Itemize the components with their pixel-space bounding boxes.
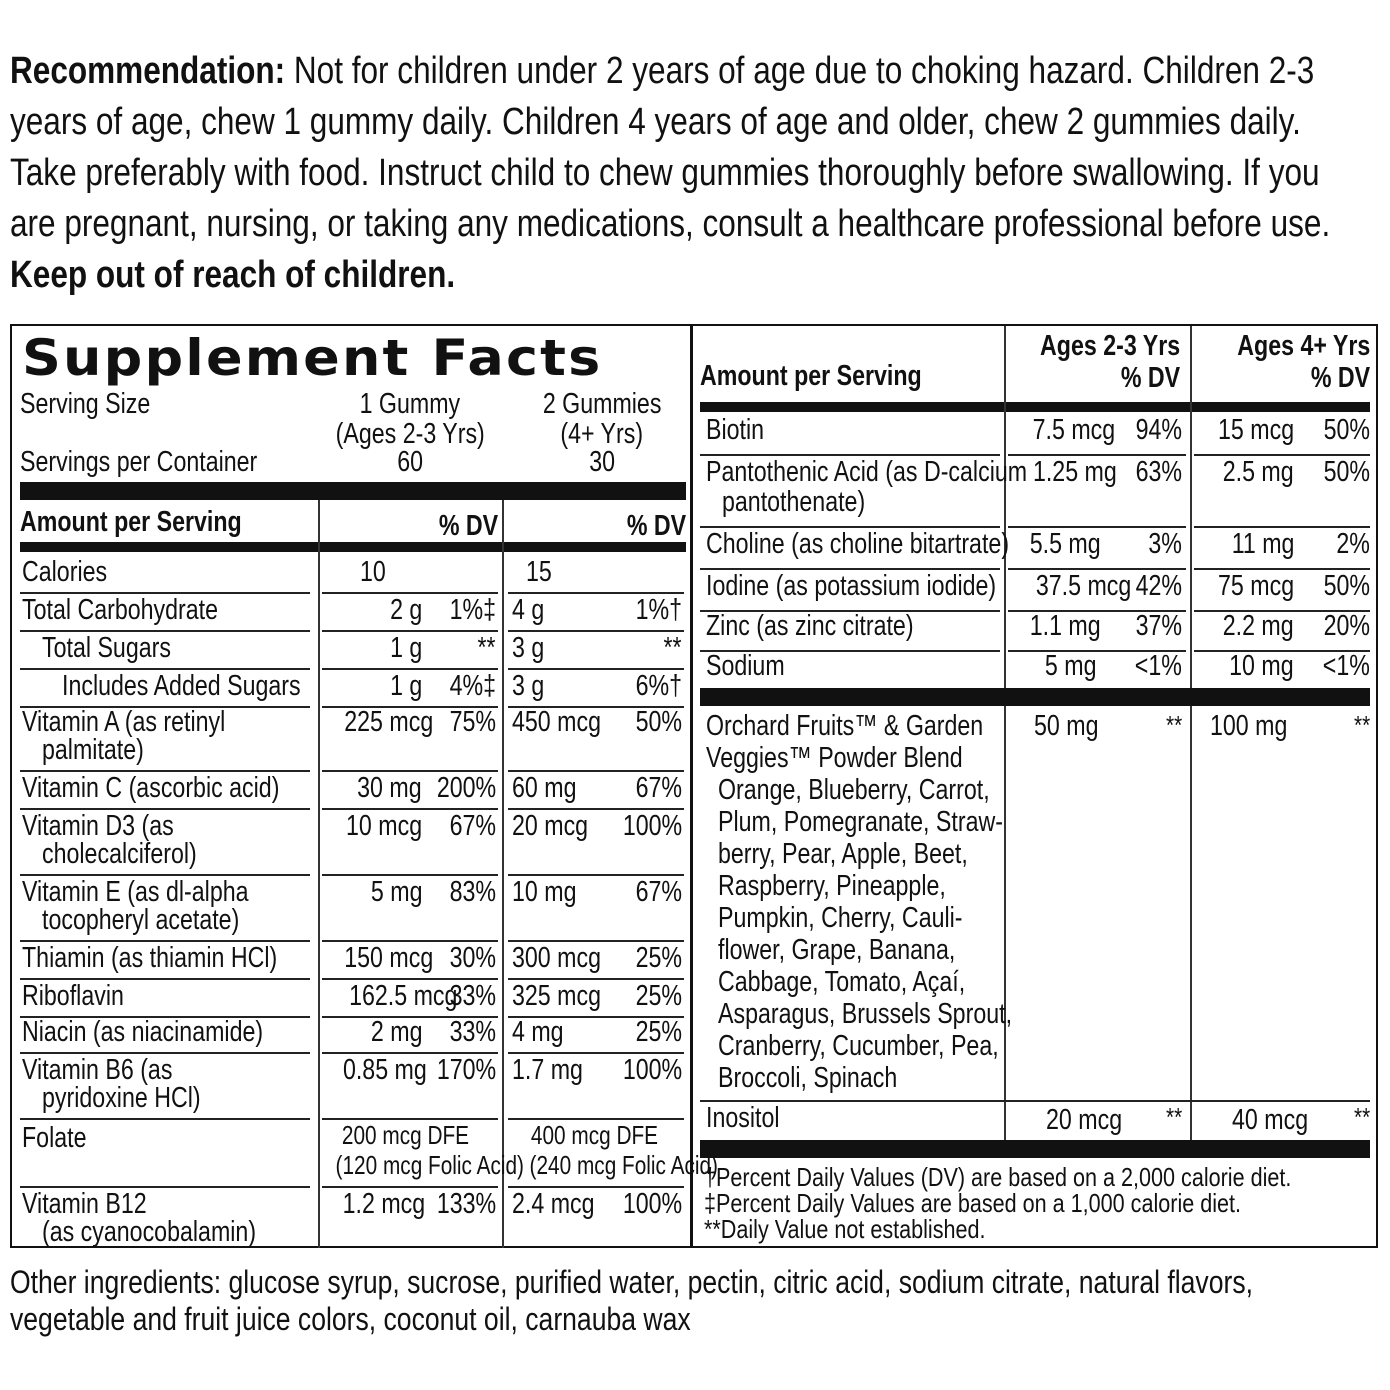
dv-a: 67% bbox=[449, 810, 496, 842]
right-dv-a: 63% bbox=[1135, 456, 1182, 488]
amount-b: 3 g bbox=[512, 632, 545, 664]
blend-name: Orchard Fruits™ & Garden Veggies™ Powder Blend bbox=[706, 710, 984, 774]
servings-b: 30 bbox=[589, 446, 615, 478]
amount-b: 1.7 mg bbox=[512, 1054, 583, 1086]
thick-rule bbox=[20, 482, 686, 500]
right-amount-a: 7.5 mcg bbox=[1032, 414, 1116, 446]
nutrient-name: Total Carbohydrate bbox=[22, 594, 219, 626]
dv-b: 50% bbox=[635, 706, 682, 738]
amount-b: 300 mcg bbox=[512, 942, 601, 974]
dv-a: 170% bbox=[436, 1054, 496, 1086]
dv-header-b: % DV bbox=[626, 510, 686, 542]
amount-a: 1 g bbox=[389, 632, 422, 664]
dv-b bbox=[602, 556, 682, 588]
amount-b: 400 mcg DFE bbox=[530, 1120, 658, 1150]
right-top-rule bbox=[700, 402, 1370, 412]
nutrient-name: Includes Added Sugars bbox=[62, 670, 301, 702]
age-b-header: Ages 4+ Yrs bbox=[1236, 330, 1370, 362]
medium-rule bbox=[20, 542, 686, 552]
right-nutrient-name: Zinc (as zinc citrate) bbox=[706, 610, 914, 642]
nutrient-name: Vitamin B6 (as bbox=[22, 1054, 173, 1086]
amount-b: 3 g bbox=[512, 670, 545, 702]
nutrient-name: Vitamin C (ascorbic acid) bbox=[22, 772, 280, 804]
nutrient-name-cont: pyridoxine HCl) bbox=[42, 1082, 201, 1114]
dv-a: 133% bbox=[436, 1188, 496, 1220]
age-a-header: Ages 2-3 Yrs bbox=[1039, 330, 1180, 362]
right-amount-a: 5 mg bbox=[1044, 650, 1096, 682]
amount-b: 15 bbox=[526, 556, 552, 588]
nutrient-name: Niacin (as niacinamide) bbox=[22, 1016, 264, 1048]
dv-b: 25% bbox=[635, 942, 682, 974]
right-amount-b: 11 mg bbox=[1231, 528, 1294, 560]
amount-a: 200 mcg DFE bbox=[341, 1120, 469, 1150]
amount-per-serving-header: Amount per Serving bbox=[20, 506, 242, 538]
recommendation-body: Not for children under 2 years of age due to choking hazard. Children 2-3 years of age, chew 1 gummy daily. Children 4 years of age and older, chew 2 gummies daily. Take preferably with food. Instruct child to chew gummies thoroughly before swallowing. If you are pregnant, nursing, or taking any medications, consult a healthcare professional before use. bbox=[10, 50, 1331, 245]
inositol-rule bbox=[700, 1100, 1370, 1102]
right-amount-b: 2.2 mg bbox=[1223, 610, 1294, 642]
right-dv-b: 20% bbox=[1323, 610, 1370, 642]
nutrient-name: Total Sugars bbox=[42, 632, 171, 664]
inositol-name: Inositol bbox=[706, 1102, 780, 1134]
dv-a: 1%‡ bbox=[449, 594, 496, 626]
right-amount-b: 2.5 mg bbox=[1223, 456, 1294, 488]
servings-a: 60 bbox=[397, 446, 423, 478]
other-ingredients: Other ingredients: glucose syrup, sucrose, purified water, pectin, citric acid, sodium citrate, natural flavors, vegetable and fruit juice colors, coconut oil, carnauba wax bbox=[10, 1264, 1253, 1337]
amount-a-folic: (120 mcg Folic Acid) bbox=[335, 1150, 524, 1180]
right-dv-a: 3% bbox=[1148, 528, 1182, 560]
right-dv-b: <1% bbox=[1322, 650, 1370, 682]
recommendation-label: Recommendation: bbox=[10, 50, 286, 92]
right-amount-header: Amount per Serving bbox=[700, 360, 922, 392]
footnote-dagger: †Percent Daily Values (DV) are based on a 2,000 calorie diet. bbox=[704, 1162, 1292, 1192]
amount-b: 325 mcg bbox=[512, 980, 601, 1012]
blend-ingredients: Orange, Blueberry, Carrot, Plum, Pomegranate, Straw- berry, Pear, Apple, Beet, Raspberry, Pineapple, Pumpkin, Cherry, Cauli- flower, Grape, Banana, Cabbage, Tomato, Açaí, Asparagus, Brussels Sprout, Cranberry, Cucumber, Pea, Broccoli, Spinach bbox=[718, 774, 1013, 1094]
amount-a: 225 mcg bbox=[344, 706, 434, 738]
right-dv-b: 50% bbox=[1323, 570, 1370, 602]
amount-a: 162.5 mcg bbox=[349, 980, 458, 1012]
dv-b: 6%† bbox=[635, 670, 682, 702]
dv-b: ** bbox=[663, 632, 682, 664]
amount-a: 150 mcg bbox=[344, 942, 434, 974]
amount-b: 2.4 mcg bbox=[512, 1188, 595, 1220]
dv-a bbox=[412, 556, 496, 588]
dv-b: 25% bbox=[635, 1016, 682, 1048]
nutrient-name: Vitamin B12 bbox=[22, 1188, 147, 1220]
right-amount-a: 1.25 mg bbox=[1032, 456, 1117, 488]
right-column-line-b bbox=[1190, 326, 1192, 1144]
dv-b: 67% bbox=[635, 772, 682, 804]
footnote-rule bbox=[700, 1140, 1370, 1158]
nutrient-name-cont: cholecalciferol) bbox=[42, 838, 197, 870]
right-amount-b: 15 mcg bbox=[1217, 414, 1294, 446]
right-nutrient-name-cont: pantothenate) bbox=[722, 486, 866, 518]
footnote-not-established: **Daily Value not established. bbox=[704, 1214, 986, 1244]
amount-a: 10 bbox=[360, 556, 386, 588]
right-dv-b: 50% bbox=[1323, 456, 1370, 488]
serving-a: 1 Gummy bbox=[359, 388, 461, 420]
nutrient-name: Vitamin E (as dl-alpha bbox=[22, 876, 249, 908]
amount-a: 30 mg bbox=[357, 772, 422, 804]
serving-size-label: Serving Size bbox=[20, 388, 151, 420]
inositol-dv-a: ** bbox=[1165, 1102, 1182, 1132]
row-separator bbox=[20, 1118, 310, 1120]
right-dv-a: 42% bbox=[1135, 570, 1182, 602]
serving-a-sub: (Ages 2-3 Yrs) bbox=[335, 418, 485, 450]
dv-b: 1%† bbox=[635, 594, 682, 626]
amount-b: 450 mcg bbox=[512, 706, 601, 738]
right-nutrient-name: Sodium bbox=[706, 650, 785, 682]
amount-a: 2 g bbox=[389, 594, 422, 626]
right-dv-a: 94% bbox=[1135, 414, 1182, 446]
dv-a: 4%‡ bbox=[449, 670, 496, 702]
right-dv-b: 2% bbox=[1336, 528, 1370, 560]
amount-b: 60 mg bbox=[512, 772, 577, 804]
dv-a: 83% bbox=[449, 876, 496, 908]
footnote-double-dagger: ‡Percent Daily Values are based on a 1,000 calorie diet. bbox=[704, 1188, 1242, 1218]
dv-a: ** bbox=[477, 632, 496, 664]
dv-a: 30% bbox=[449, 942, 496, 974]
amount-a: 2 mg bbox=[370, 1016, 422, 1048]
nutrient-name-cont: palmitate) bbox=[42, 734, 144, 766]
blend-amount-a: 50 mg bbox=[1034, 710, 1099, 742]
amount-b: 20 mcg bbox=[512, 810, 589, 842]
nutrient-name: Riboflavin bbox=[22, 980, 124, 1012]
column-line-b bbox=[502, 500, 504, 1248]
nutrient-name: Folate bbox=[22, 1122, 87, 1154]
servings-per-container-label: Servings per Container bbox=[20, 446, 258, 478]
right-dv-a: <1% bbox=[1134, 650, 1182, 682]
blend-dv-a: ** bbox=[1165, 710, 1182, 740]
nutrient-name: Vitamin A (as retinyl bbox=[22, 706, 226, 738]
right-nutrient-name: Choline (as choline bitartrate) bbox=[706, 528, 1010, 560]
age-b-dv-header: % DV bbox=[1310, 362, 1370, 394]
dv-a: 75% bbox=[449, 706, 496, 738]
right-amount-a: 1.1 mg bbox=[1029, 610, 1101, 642]
amount-b: 10 mg bbox=[512, 876, 577, 908]
supplement-facts-panel bbox=[10, 324, 1378, 1248]
inositol-amount-a: 20 mcg bbox=[1045, 1104, 1122, 1136]
amount-a: 1 g bbox=[389, 670, 422, 702]
amount-a: 5 mg bbox=[370, 876, 422, 908]
right-dv-a: 37% bbox=[1135, 610, 1182, 642]
nutrient-name: Thiamin (as thiamin HCl) bbox=[22, 942, 278, 974]
dv-a: 33% bbox=[449, 980, 496, 1012]
footnotes bbox=[704, 1164, 1368, 1242]
amount-a: 0.85 mg bbox=[342, 1054, 427, 1086]
right-thick-rule bbox=[700, 688, 1370, 706]
dv-header-a: % DV bbox=[438, 510, 498, 542]
dv-b: 25% bbox=[635, 980, 682, 1012]
inositol-dv-b: ** bbox=[1353, 1102, 1370, 1132]
nutrient-name: Calories bbox=[22, 556, 108, 588]
amount-a: 10 mcg bbox=[345, 810, 422, 842]
amount-b-folic: (240 mcg Folic Acid) bbox=[529, 1150, 718, 1180]
right-dv-b: 50% bbox=[1323, 414, 1370, 446]
warning-text: Keep out of reach of children. bbox=[10, 254, 456, 296]
blend-amount-b: 100 mg bbox=[1210, 710, 1288, 742]
dv-a: 33% bbox=[449, 1016, 496, 1048]
amount-a: 1.2 mcg bbox=[342, 1188, 426, 1220]
dv-b: 100% bbox=[622, 810, 682, 842]
inositol-amount-b: 40 mcg bbox=[1231, 1104, 1308, 1136]
serving-b: 2 Gummies bbox=[542, 388, 662, 420]
right-amount-b: 75 mcg bbox=[1217, 570, 1294, 602]
nutrient-name-cont: tocopheryl acetate) bbox=[42, 904, 240, 936]
dv-b: 67% bbox=[635, 876, 682, 908]
dv-a: 200% bbox=[436, 772, 496, 804]
amount-b: 4 g bbox=[512, 594, 545, 626]
dv-b: 100% bbox=[622, 1054, 682, 1086]
right-nutrient-name: Biotin bbox=[706, 414, 765, 446]
dv-b: 100% bbox=[622, 1188, 682, 1220]
blend-dv-b: ** bbox=[1353, 710, 1370, 740]
right-amount-b: 10 mg bbox=[1229, 650, 1294, 682]
right-nutrient-name: Pantothenic Acid (as D-calcium bbox=[706, 456, 1028, 488]
serving-b-sub: (4+ Yrs) bbox=[560, 418, 644, 450]
age-a-dv-header: % DV bbox=[1120, 362, 1180, 394]
nutrient-name-cont: (as cyanocobalamin) bbox=[42, 1216, 257, 1248]
right-amount-a: 5.5 mg bbox=[1029, 528, 1101, 560]
nutrient-name: Vitamin D3 (as bbox=[22, 810, 174, 842]
right-amount-a: 37.5 mcg bbox=[1035, 570, 1132, 602]
amount-b: 4 mg bbox=[512, 1016, 564, 1048]
supplement-facts-title: Supplement Facts bbox=[22, 329, 603, 387]
recommendation-text bbox=[10, 46, 1346, 301]
right-nutrient-name: Iodine (as potassium iodide) bbox=[706, 570, 997, 602]
